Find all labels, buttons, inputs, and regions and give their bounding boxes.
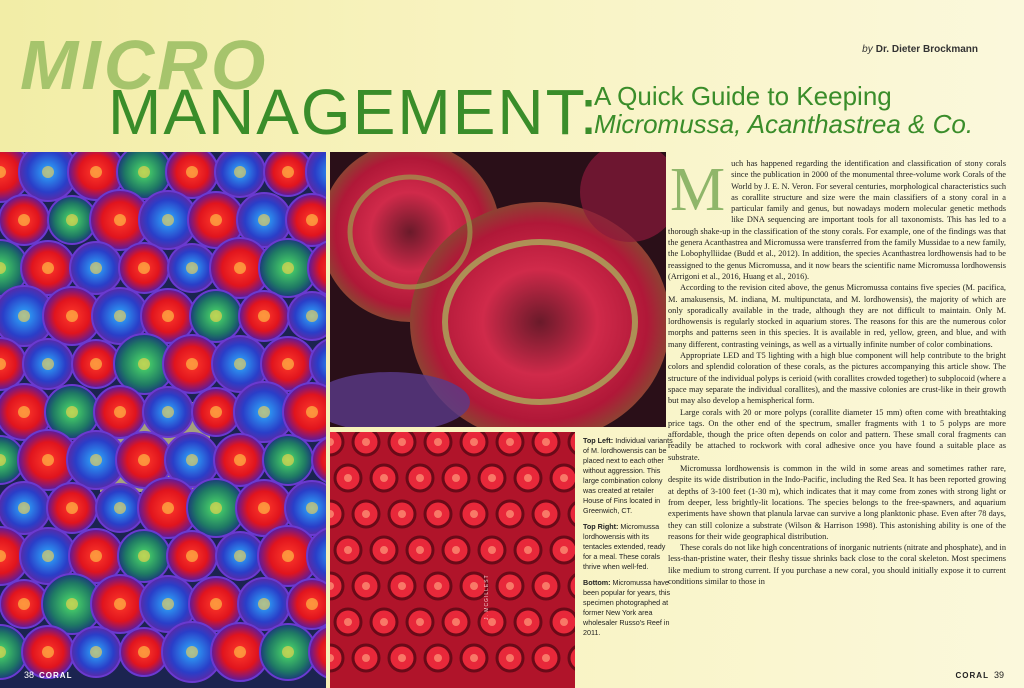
magazine-name: CORAL xyxy=(955,671,989,680)
caption-bottom xyxy=(583,578,675,638)
coral-photo-top-right xyxy=(330,152,666,427)
magazine-name: CORAL xyxy=(39,671,73,680)
page-number: 39 xyxy=(993,670,1004,680)
caption-label: Top Right: xyxy=(583,522,619,531)
article-paragraph: Micromussa lordhowensis is common in the wild in some areas and sometimes rather rare, despite its wide distribution in the Indo-Pacific, including the Red Sea. It has been reported growing at depths of 3-100 feet (1-30 m), which indicates that it may come from zones with strong light or from deeper, less brightly-lit locations. The species belongs to the free-spawners, and aquarium experiments have shown that planula larvae can survive a long planktonic phase. Even after 78 days, they can still colonize a substrate (Wilson & Harrison 1998). This astonishing ability is one of the reasons for their wide geographical distribution. xyxy=(668,464,1006,541)
subtitle-line2: Micromussa, Acanthastrea & Co. xyxy=(594,109,974,139)
drop-cap: M xyxy=(670,156,726,224)
caption-text: Individual variants of M. lordhowensis can be placed next to each other without aggression. This large combination colony was created at retailer House of Fins located in Greenwich, CT. xyxy=(583,436,673,515)
folio-right xyxy=(956,670,1004,680)
byline xyxy=(862,44,978,55)
article-body xyxy=(668,158,1006,587)
coral-photo-bottom xyxy=(330,432,575,688)
caption-label: Bottom: xyxy=(583,578,611,587)
article-paragraph: According to the revision cited above, the genus Micromussa contains five species (M. pacifica, M. amakusensis, M. indiana, M. multipunctata, and M. lordhowensis), the majority of which are only sporadically available in the trade, although they are not difficult to maintain. Only M. lordhowensis is regularly stocked in aquarium stores. The reasons for this are the numerous color morphs and patterns seen in this species. It is available in red, yellow, green, and blue, and with many different, contrasting veinings, as well as a virtually infinite number of color combinations. xyxy=(668,283,1006,349)
byline-prefix: by xyxy=(862,44,873,55)
photo-credit: J. MCGILLEST xyxy=(484,574,490,620)
photo-captions xyxy=(583,436,675,644)
article-paragraph: Large corals with 20 or more polyps (corallite diameter 15 mm) often come with breathtaking price tags. On the other end of the spectrum, smaller fragments with 1 to 5 polyps are more affordable, though the price often depends on color and pattern. These small coral fragments can readily be attached to rockwork with coral adhesive once you have found a suitable place as substrate. xyxy=(668,407,1006,462)
title-micro: MICRO xyxy=(20,26,269,104)
subtitle xyxy=(594,82,1014,138)
caption-label: Top Left: xyxy=(583,436,614,445)
article-paragraph xyxy=(668,158,1006,282)
caption-top-left xyxy=(583,436,675,516)
paragraph-text: uch has happened regarding the identification and classification of stony corals since the publication in 2000 of the monumental three-volume work Corals of the World by J. E. N. Veron. For several centuries, morphological characteristics such as corallite structure and size were the main classifiers of a stony coral in a particular family and genus, but nowadays modern molecular genetic methods like DNA sequencing are important tools for all taxonomists. This has led to a thorough shake-up in the classification of the stony corals. For example, one of the findings was that the genera Acanthastrea and Micromussa were transferred from the family Mussidae to a new family, the Lobophylliidae (Budd et al., 2012). In addition, the species Acanthastrea lordhowensis had to be reassigned to the genus Micromussa, and it now bears the scientific name Micromussa lordhowensis (Arrigoni et al., 2016, Huang et al., 2016). xyxy=(668,159,1006,281)
caption-top-right xyxy=(583,522,675,572)
caption-text: Micromussa have been popular for years, this specimen photographed at former New York area wholesaler Russo's Reef in 2011. xyxy=(583,578,671,637)
page-number: 38 xyxy=(24,670,35,680)
title-management: MANAGEMENT: xyxy=(108,76,600,148)
subtitle-line1: A Quick Guide to Keeping xyxy=(594,81,892,111)
byline-author: Dr. Dieter Brockmann xyxy=(875,44,978,55)
article-paragraph: Appropriate LED and T5 lighting with a high blue component will help contribute to the bright colors and splendid coloration of these corals, as the pictures accompanying this article show. The structure of the individual polyps is cerioid (with corallites crowded together) to subplocoid (where a space may separate the individual corallites), and the massive colonies are crust-like in their growth but may also develop a hemispherical form. xyxy=(668,351,1006,406)
caption-text: Micromussa lordhowensis with its tentacles extended, ready for a meal. These corals thrive when well-fed. xyxy=(583,522,666,571)
article-paragraph: These corals do not like high concentrations of inorganic nutrients (nitrate and phosphate), and in less-than-pristine water, their fleshy tissue shrinks back close to the coral skeleton. Most specimens like medium to strong current. If you purchase a new coral, you should initially expose it to current conditions similar to those in xyxy=(668,543,1006,586)
coral-photo-top-left xyxy=(0,152,326,688)
folio-left xyxy=(24,670,72,680)
